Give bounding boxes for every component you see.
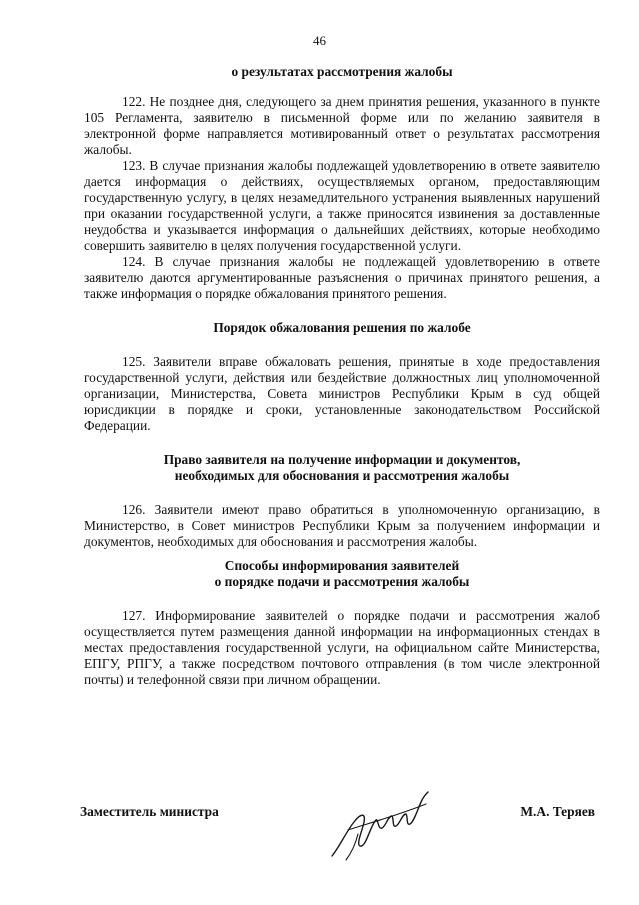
section-heading-results: о результатах рассмотрения жалобы xyxy=(231,64,453,79)
handwritten-signature xyxy=(326,786,438,864)
page-number: 46 xyxy=(313,33,326,48)
paragraph-126: 126. Заявители имеют право обратиться в уполномоченную организацию, в Министерство, в Совет министров Республики Крым за получением информации и документов, необходимых для обоснования и рассмотрения жалобы. xyxy=(84,502,600,549)
paragraph-125: 125. Заявители вправе обжаловать решения, принятые в ходе предоставления государственной услуги, действия или бездействие должностных лиц уполномоченной организации, Министерства, Совета министров Республики Крым в суд общей юрисдикции в порядке и сроки, установленные законодательством Российской Федерации. xyxy=(84,354,600,433)
paragraph-127: 127. Информирование заявителей о порядке подачи и рассмотрения жалоб осуществляется путем размещения данной информации на информационных стендах в местах предоставления государственной услуги, на официальном сайте Министерства, ЕПГУ, РПГУ, а также посредством почтового отправления (в том числе электронной почты) и телефонной связи при личном обращении. xyxy=(84,608,600,687)
document-body xyxy=(84,64,600,688)
section-heading-informing-line1: Способы информирования заявителей xyxy=(224,558,460,573)
section-heading-informing-line2: о порядке подачи и рассмотрения жалобы xyxy=(214,574,470,589)
paragraph-122: 122. Не позднее дня, следующего за днем принятия решения, указанного в пункте 105 Регламента, заявителю в письменной форме или по желанию заявителя в электронной форме направляется мотивированный ответ о результатах рассмотрения жалобы. xyxy=(84,94,600,157)
paragraph-123: 123. В случае признания жалобы подлежащей удовлетворению в ответе заявителю дается информация о действиях, осуществляемых органом, предоставляющим государственную услугу, в целях незамедлительного устранения выявленных нарушений при оказании государственной услуги, а также приносятся извинения за доставленные неудобства и указывается информация о дальнейших действиях, которые необходимо совершить заявителю в целях получения государственной услуги. xyxy=(84,158,600,253)
signatory-title: Заместитель министра xyxy=(80,804,219,819)
signatory-name: М.А. Теряев xyxy=(520,804,595,819)
paragraph-124: 124. В случае признания жалобы не подлежащей удовлетворению в ответе заявителю даются аргументированные разъяснения о причинах принятого решения, а также информация о порядке обжалования принятого решения. xyxy=(84,254,600,301)
section-heading-rights-line2: необходимых для обоснования и рассмотрения жалобы xyxy=(174,468,510,483)
section-heading-rights-line1: Право заявителя на получение информации и документов, xyxy=(163,452,521,467)
section-heading-appeal: Порядок обжалования решения по жалобе xyxy=(213,320,471,335)
